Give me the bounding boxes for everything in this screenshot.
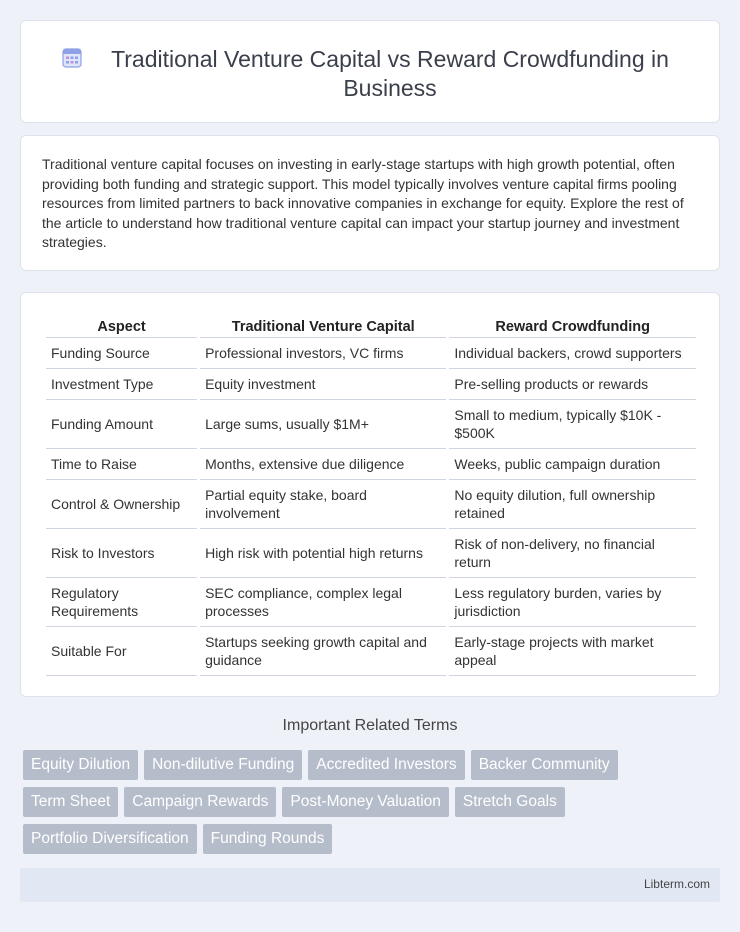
tag-stretch-goals[interactable]: Stretch Goals: [455, 787, 565, 817]
table-row: [46, 400, 696, 449]
tag-row: [23, 787, 703, 817]
cell-aspect: Regulatory Requirements: [46, 578, 197, 627]
table-row: [46, 449, 696, 480]
tag-non-dilutive-funding[interactable]: Non-dilutive Funding: [144, 750, 302, 780]
tag-row: [23, 824, 703, 854]
cell-aspect: Suitable For: [46, 627, 197, 676]
intro-paragraph: Traditional venture capital focuses on investing in early-stage startups with high growth potential, often providing both funding and strategic support. This model typically involves venture capital firms pooling resources from limited partners to back innovative companies in exchange for equity. Explore the rest of the article to understand how traditional venture capital can impact your startup journey and investment strategies.: [42, 156, 684, 250]
related-terms-heading: Important Related Terms: [282, 717, 458, 734]
table-header-row: [46, 317, 696, 338]
cell-reward-crowdfunding: Pre-selling products or rewards: [449, 369, 696, 400]
cell-aspect: Investment Type: [46, 369, 197, 400]
tag-portfolio-diversification[interactable]: Portfolio Diversification: [23, 824, 197, 854]
table-row: [46, 529, 696, 578]
cell-reward-crowdfunding: Less regulatory burden, varies by jurisdiction: [449, 578, 696, 627]
tag-post-money-valuation[interactable]: Post-Money Valuation: [282, 787, 449, 817]
table-row: [46, 338, 696, 369]
cell-aspect: Time to Raise: [46, 449, 197, 480]
cell-aspect: Control & Ownership: [46, 480, 197, 529]
cell-traditional-vc: Professional investors, VC firms: [200, 338, 446, 369]
intro-card: [20, 135, 720, 271]
tag-backer-community[interactable]: Backer Community: [471, 750, 618, 780]
table-row: [46, 627, 696, 676]
tag-funding-rounds[interactable]: Funding Rounds: [203, 824, 333, 854]
header-aspect: Aspect: [46, 317, 197, 338]
tag-accredited-investors[interactable]: Accredited Investors: [308, 750, 464, 780]
cell-traditional-vc: Large sums, usually $1M+: [200, 400, 446, 449]
table-row: [46, 480, 696, 529]
title-card: [20, 20, 720, 123]
header-reward-crowdfunding: Reward Crowdfunding: [449, 317, 696, 338]
cell-traditional-vc: High risk with potential high returns: [200, 529, 446, 578]
cell-reward-crowdfunding: Early-stage projects with market appeal: [449, 627, 696, 676]
comparison-table: [43, 317, 699, 676]
tag-equity-dilution[interactable]: Equity Dilution: [23, 750, 138, 780]
cell-aspect: Funding Amount: [46, 400, 197, 449]
cell-reward-crowdfunding: Small to medium, typically $10K - $500K: [449, 400, 696, 449]
footer: [20, 868, 720, 902]
cell-aspect: Risk to Investors: [46, 529, 197, 578]
header-traditional-vc: Traditional Venture Capital: [200, 317, 446, 338]
cell-traditional-vc: SEC compliance, complex legal processes: [200, 578, 446, 627]
cell-traditional-vc: Partial equity stake, board involvement: [200, 480, 446, 529]
related-terms-tags: [23, 750, 703, 861]
cell-traditional-vc: Startups seeking growth capital and guidance: [200, 627, 446, 676]
cell-reward-crowdfunding: Individual backers, crowd supporters: [449, 338, 696, 369]
comparison-table-card: [20, 292, 720, 697]
table-row: [46, 578, 696, 627]
table-row: [46, 369, 696, 400]
cell-reward-crowdfunding: Risk of non-delivery, no financial return: [449, 529, 696, 578]
footer-site-link[interactable]: Libterm.com: [643, 877, 710, 891]
cell-traditional-vc: Equity investment: [200, 369, 446, 400]
cell-reward-crowdfunding: No equity dilution, full ownership retained: [449, 480, 696, 529]
tag-row: [23, 750, 703, 780]
cell-aspect: Funding Source: [46, 338, 197, 369]
tag-campaign-rewards[interactable]: Campaign Rewards: [124, 787, 276, 817]
cell-reward-crowdfunding: Weeks, public campaign duration: [449, 449, 696, 480]
cell-traditional-vc: Months, extensive due diligence: [200, 449, 446, 480]
page-title: Traditional Venture Capital vs Reward Crowdfunding in Business: [111, 46, 669, 101]
tag-term-sheet[interactable]: Term Sheet: [23, 787, 118, 817]
